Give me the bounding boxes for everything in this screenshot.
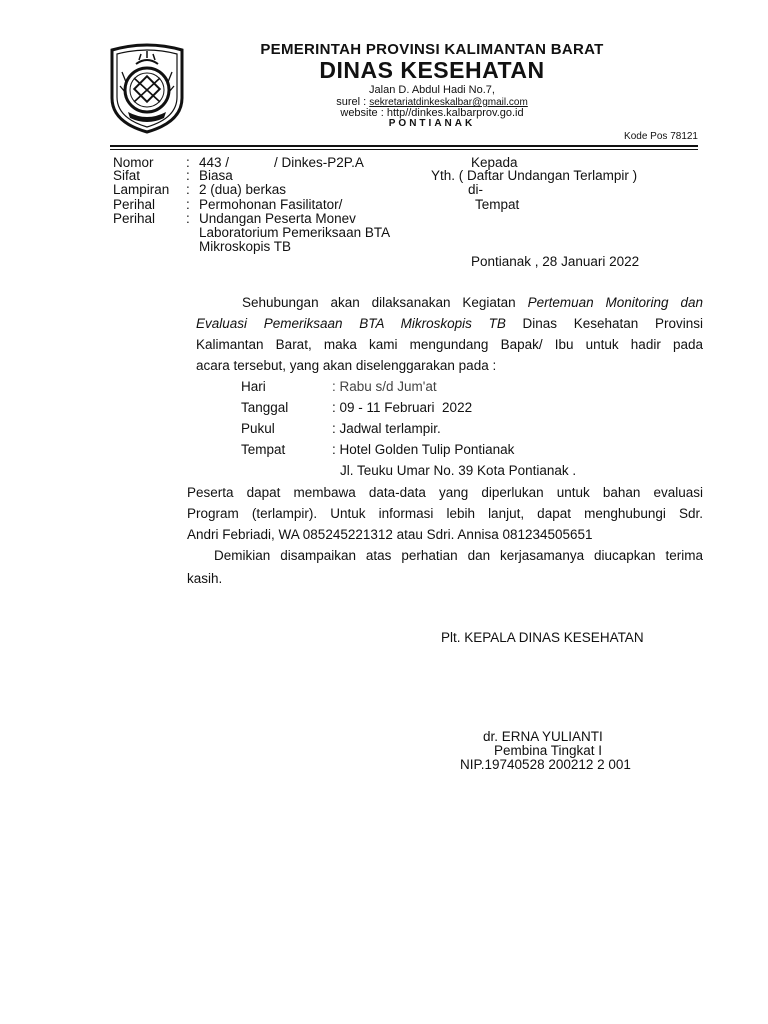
perihal1-label: Perihal [113,197,156,212]
detail-value-pukul: : Jadwal terlampir. [332,421,441,436]
letterhead-rule-thin [110,149,698,150]
agency-title: DINAS KESEHATAN [319,57,545,83]
signatory-position: Plt. KEPALA DINAS KESEHATAN [441,630,644,645]
signatory-nip: NIP.19740528 200212 2 001 [460,757,631,772]
perihal2-line: Undangan Peserta Monev [199,211,356,226]
detail-value-tanggal: : 09 - 11 Februari 2022 [332,400,473,415]
detail-label-hari: Hari [241,379,266,394]
agency-website[interactable]: website : http//dinkes.kalbarprov.go.id [340,107,524,119]
perihal2-colon: : [186,211,190,226]
signatory-name: dr. ERNA YULIANTI [483,729,603,744]
body-line: Demikian disampaikan atas perhatian dan kerjasamanya diucapkan terima [214,548,703,563]
body-line: Peserta dapat membawa data-data yang diperlukan untuk bahan evaluasi [187,485,703,500]
email-label: surel : [336,96,370,108]
body-paragraph-2 [187,482,703,545]
lampiran-label: Lampiran [113,182,170,197]
perihal2-line: Laboratorium Pemeriksaan BTA [199,225,391,240]
body-line: Andri Febriadi, WA 085245221312 atau Sdri. Annisa 081234505651 [187,527,593,542]
detail-label-pukul: Pukul [241,421,275,436]
body-paragraph-3 [187,545,703,589]
body-text: Dinas Kesehatan Provinsi [505,316,703,331]
perihal2-line: Mikroskopis TB [199,239,292,254]
body-line: Program (terlampir). Untuk informasi lebih lanjut, dapat menghubungi Sdr. [187,506,703,521]
sifat-colon: : [186,168,190,183]
perihal1-colon: : [186,197,190,212]
detail-label-tanggal: Tanggal [241,400,289,415]
perihal1-value: Permohonan Fasilitator/ [199,197,343,212]
detail-value-tempat: : Hotel Golden Tulip Pontianak [332,442,515,457]
detail-value-hari: : Rabu s/d Jum'at [332,379,437,394]
body-line [196,313,703,334]
recipient-kepada: Kepada [471,155,518,170]
agency-email-link[interactable]: sekretariatdinkeskalbar@gmail.com [369,97,528,108]
body-paragraph-1 [196,292,703,376]
letter-date: Pontianak , 28 Januari 2022 [471,254,640,269]
postal-code: Kode Pos 78121 [624,131,698,142]
lampiran-value: 2 (dua) berkas [199,182,287,197]
sifat-label: Sifat [113,168,141,183]
government-title: PEMERINTAH PROVINSI KALIMANTAN BARAT [260,41,604,58]
signatory-rank: Pembina Tingkat I [494,743,603,758]
recipient-tempat: Tempat [475,197,520,212]
body-line: kasih. [187,571,223,586]
sifat-value: Biasa [199,168,233,183]
event-name-part-2: Evaluasi Pemeriksaan BTA Mikroskopis TB [196,316,506,331]
body-line: acara tersebut, yang akan diselenggarakan pada : [196,358,497,373]
nomor-value: 443 / / Dinkes-P2P.A [199,155,364,170]
nomor-colon: : [186,155,190,170]
recipient-yth: Yth. ( Daftar Undangan Terlampir ) [431,168,638,183]
body-line [196,292,703,313]
agency-city: PONTIANAK [388,118,476,129]
agency-address: Jalan D. Abdul Hadi No.7, [369,84,495,96]
lampiran-colon: : [186,182,190,197]
event-name-part-1: Pertemuan Monitoring dan [527,295,703,310]
detail-label-tempat: Tempat [241,442,286,457]
recipient-di: di- [468,182,484,197]
letterhead-rule-thick [110,145,698,147]
perihal2-label: Perihal [113,211,156,226]
body-line: Kalimantan Barat, maka kami mengundang Bapak/ Ibu untuk hadir pada [196,337,703,352]
nomor-label: Nomor [113,155,154,170]
venue-address: Jl. Teuku Umar No. 39 Kota Pontianak . [340,463,577,478]
body-text: Sehubungan akan dilaksanakan Kegiatan [242,295,528,310]
